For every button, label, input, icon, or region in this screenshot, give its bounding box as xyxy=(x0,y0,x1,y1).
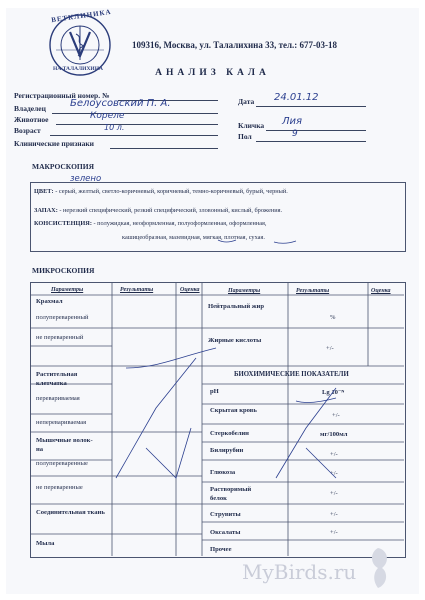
row-hidden-blood-value: +/- xyxy=(332,412,340,419)
row-ph-value: Lg 10⁻ᴺ xyxy=(322,389,345,396)
row-ph: pH xyxy=(210,388,219,395)
row-oxalate-value: +/- xyxy=(330,529,338,536)
header-params: Параметры xyxy=(51,287,84,293)
row-soluble-protein: Растворимый белок xyxy=(210,486,252,502)
row-neutral-fat-value: % xyxy=(330,314,336,321)
clinic-address: 109316, Москва, ул. Талалихина 33, тел.: 677-03-18 xyxy=(132,40,338,50)
macro-consistency-text: - полужидкая, неоформленная, полуоформленная, оформленная, xyxy=(93,220,267,227)
row-starch: Крахмал xyxy=(36,298,63,305)
row-muscle-fiber: Мышечные волок-на xyxy=(36,437,93,453)
row-struvite: Струвиты xyxy=(210,511,241,518)
age-label: Возраст xyxy=(14,126,41,135)
micro-title: МИКРОСКОПИЯ xyxy=(32,266,95,275)
sex-value: 9 xyxy=(292,129,298,139)
macro-smell-label: ЗАПАХ: xyxy=(34,207,58,214)
row-bilirubin: Билирубин xyxy=(210,447,244,454)
macro-handwritten-color: зелено xyxy=(70,174,102,184)
analysis-sheet xyxy=(6,8,419,594)
row-mucus: Мыла xyxy=(36,540,55,547)
row-muscle-undigested: не переваренные xyxy=(36,484,83,491)
animal-label: Животное xyxy=(14,115,49,124)
row-fiber-indigestible: неперевариваемая xyxy=(36,419,87,426)
date-label: Дата xyxy=(238,97,255,106)
macro-color-text: - серый, желтый, светло-коричневый, коричневый, темно-коричневый, бурый, черный. xyxy=(55,188,288,195)
row-soluble-protein-value: +/- xyxy=(330,490,338,497)
nickname-label: Кличка xyxy=(238,121,265,130)
header-results: Результаты xyxy=(120,287,154,293)
macro-consistency-text-2: кашицеобразная, мазевидная, мягкая, плотная, сухая. xyxy=(122,234,265,241)
row-hidden-blood: Скрытая кровь xyxy=(210,407,257,414)
age-value: 10 л. xyxy=(104,123,125,132)
row-stercobilin-value: мг/100мл xyxy=(320,431,348,438)
row-plant-fiber: Растительная клетчатка xyxy=(36,371,78,387)
owner-value: Белоусовский П. А. xyxy=(70,98,171,109)
sex-label: Пол xyxy=(238,132,252,141)
row-neutral-fat: Нейтральный жир xyxy=(208,303,265,310)
logo-text-top: ВЕТКЛИНИКА xyxy=(50,7,113,25)
row-muscle-semi: полупереваренные xyxy=(36,460,88,467)
row-fiber-digestible: перевариваемая xyxy=(36,395,80,402)
row-struvite-value: +/- xyxy=(330,511,338,518)
row-other: Прочее xyxy=(210,546,232,553)
row-fatty-acids: Жирные кислоты xyxy=(208,337,262,344)
macro-consistency-label: КОНСИСТЕНЦИЯ: xyxy=(34,220,92,227)
header-params-2: Параметры xyxy=(228,288,261,294)
header-results-2: Результаты xyxy=(296,288,330,294)
macro-title: МАКРОСКОПИЯ xyxy=(32,162,94,171)
clinical-signs-label: Клинические признаки xyxy=(14,139,94,148)
header-assessment-2: Оценка xyxy=(371,288,391,294)
header-assessment: Оценка xyxy=(180,287,200,293)
row-starch-undigested: не переваренный xyxy=(36,334,84,341)
macro-smell-text: - нерезкий специфический, резкий специфический, зловонный, кислый, брожения. xyxy=(59,207,283,214)
logo-text-bottom: НА ТАЛАЛИХИНА xyxy=(53,66,103,72)
macro-color-label: ЦВЕТ: xyxy=(34,188,54,195)
row-glucose: Глюкоза xyxy=(210,469,236,476)
owner-label: Владелец xyxy=(14,104,46,113)
row-starch-semi: полупереваренный xyxy=(36,314,89,321)
row-connective: Соединительная ткань xyxy=(36,509,105,516)
row-oxalate: Оксалаты xyxy=(210,529,241,536)
date-value: 24.01.12 xyxy=(274,92,319,103)
reg-number-label: Регистрационный номер. № xyxy=(14,91,110,100)
handwritten-marks xyxy=(6,8,419,594)
nickname-value: Лия xyxy=(282,116,303,127)
biochem-title: БИОХИМИЧЕСКИЕ ПОКАЗАТЕЛИ xyxy=(234,371,349,378)
row-stercobilin: Стеркобелин xyxy=(210,430,249,437)
doc-title: АНАЛИЗ КАЛА xyxy=(155,68,270,78)
row-fatty-acids-value: +/- xyxy=(326,345,334,352)
bird-watermark-icon xyxy=(358,544,398,592)
row-bilirubin-value: +/- xyxy=(330,451,338,458)
animal-value: Кореле xyxy=(90,111,125,121)
row-glucose-value: +/- xyxy=(330,470,338,477)
watermark: MyBirds.ru xyxy=(242,560,357,584)
